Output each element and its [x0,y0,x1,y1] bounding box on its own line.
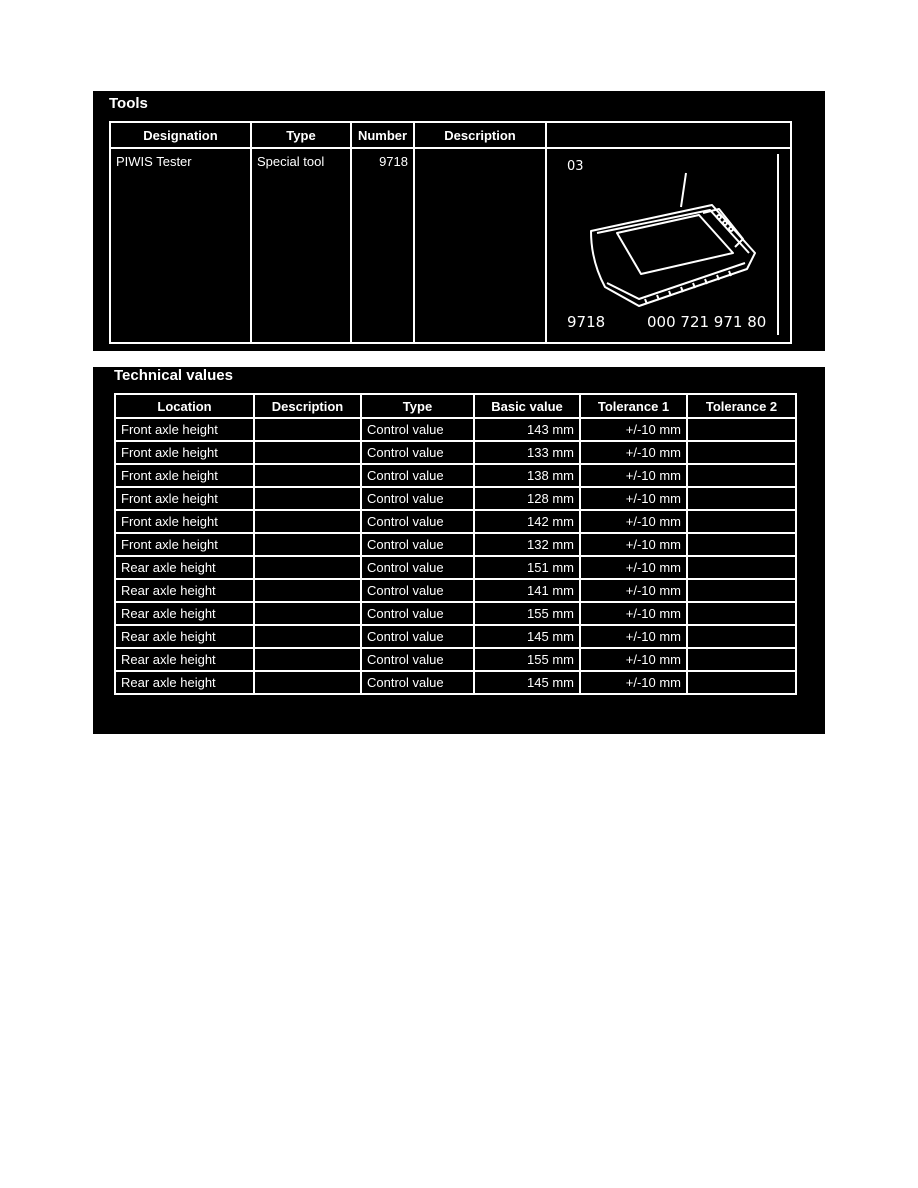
tool-image-label-top: 03 [567,159,584,174]
cell-description [254,441,361,464]
cell-description [254,671,361,694]
cell-basic-value: 132 mm [474,533,580,556]
cell-tolerance-1: +/-10 mm [580,510,687,533]
cell-type: Control value [361,602,474,625]
table-row [115,625,796,648]
cell-location: Rear axle height [115,579,254,602]
table-row [115,418,796,441]
technical-values-panel [93,367,825,734]
cell-location: Rear axle height [115,625,254,648]
header-number: Number [351,122,414,148]
cell-basic-value: 138 mm [474,464,580,487]
table-row [115,510,796,533]
tools-header-row [110,122,791,148]
cell-type: Control value [361,556,474,579]
header-description: Description [414,122,546,148]
cell-tolerance-2 [687,602,796,625]
table-row [115,464,796,487]
cell-tolerance-2 [687,648,796,671]
cell-tolerance-1: +/-10 mm [580,602,687,625]
cell-type: Control value [361,510,474,533]
cell-tolerance-2 [687,418,796,441]
cell-description [254,579,361,602]
cell-type: Control value [361,418,474,441]
cell-description [254,510,361,533]
header-type: Type [251,122,351,148]
tool-image-label-left: 9718 [567,313,606,331]
header-type: Type [361,394,474,418]
header-description: Description [254,394,361,418]
table-row [115,671,796,694]
tool-designation: PIWIS Tester [110,148,251,343]
cell-location: Front axle height [115,464,254,487]
cell-basic-value: 143 mm [474,418,580,441]
tools-title: Tools [109,95,148,112]
cell-tolerance-1: +/-10 mm [580,648,687,671]
tool-image-cell [546,148,791,343]
header-tolerance-2: Tolerance 2 [687,394,796,418]
header-basic-value: Basic value [474,394,580,418]
cell-description [254,418,361,441]
tools-table [109,121,792,344]
tool-number: 9718 [351,148,414,343]
cell-tolerance-1: +/-10 mm [580,441,687,464]
cell-type: Control value [361,487,474,510]
cell-tolerance-2 [687,510,796,533]
table-row [115,602,796,625]
cell-basic-value: 128 mm [474,487,580,510]
cell-location: Front axle height [115,418,254,441]
cell-location: Rear axle height [115,671,254,694]
cell-tolerance-2 [687,556,796,579]
cell-type: Control value [361,625,474,648]
table-row [115,533,796,556]
header-designation: Designation [110,122,251,148]
cell-tolerance-2 [687,487,796,510]
cell-tolerance-1: +/-10 mm [580,418,687,441]
technical-values-title: Technical values [114,367,233,384]
cell-description [254,487,361,510]
table-row [115,487,796,510]
header-location: Location [115,394,254,418]
cell-tolerance-1: +/-10 mm [580,579,687,602]
cell-type: Control value [361,441,474,464]
table-row [115,556,796,579]
cell-tolerance-2 [687,464,796,487]
cell-type: Control value [361,464,474,487]
cell-tolerance-1: +/-10 mm [580,625,687,648]
cell-tolerance-1: +/-10 mm [580,487,687,510]
table-row [115,648,796,671]
cell-tolerance-2 [687,625,796,648]
cell-basic-value: 155 mm [474,648,580,671]
cell-location: Front axle height [115,510,254,533]
cell-description [254,464,361,487]
cell-type: Control value [361,579,474,602]
cell-location: Front axle height [115,441,254,464]
cell-basic-value: 151 mm [474,556,580,579]
header-tolerance-1: Tolerance 1 [580,394,687,418]
cell-tolerance-1: +/-10 mm [580,671,687,694]
cell-location: Rear axle height [115,556,254,579]
cell-tolerance-2 [687,579,796,602]
table-row [115,579,796,602]
cell-basic-value: 142 mm [474,510,580,533]
cell-description [254,602,361,625]
table-row [115,441,796,464]
cell-location: Rear axle height [115,648,254,671]
cell-description [254,556,361,579]
cell-tolerance-1: +/-10 mm [580,464,687,487]
technical-values-body [115,418,796,694]
cell-location: Front axle height [115,533,254,556]
cell-basic-value: 141 mm [474,579,580,602]
cell-type: Control value [361,533,474,556]
cell-description [254,625,361,648]
technical-values-table [114,393,797,695]
cell-location: Rear axle height [115,602,254,625]
cell-basic-value: 155 mm [474,602,580,625]
cell-tolerance-2 [687,441,796,464]
cell-tolerance-2 [687,533,796,556]
cell-description [254,648,361,671]
tool-row [110,148,791,343]
cell-basic-value: 145 mm [474,671,580,694]
cell-description [254,533,361,556]
piwis-tester-icon [547,149,788,337]
tool-image-label-right: 000 721 971 80 [647,313,767,331]
cell-tolerance-2 [687,671,796,694]
cell-tolerance-1: +/-10 mm [580,533,687,556]
cell-basic-value: 145 mm [474,625,580,648]
cell-location: Front axle height [115,487,254,510]
header-image [546,122,791,148]
cell-type: Control value [361,671,474,694]
cell-tolerance-1: +/-10 mm [580,556,687,579]
tool-description [414,148,546,343]
cell-type: Control value [361,648,474,671]
tools-panel [93,91,825,351]
tool-type: Special tool [251,148,351,343]
technical-values-header-row [115,394,796,418]
cell-basic-value: 133 mm [474,441,580,464]
